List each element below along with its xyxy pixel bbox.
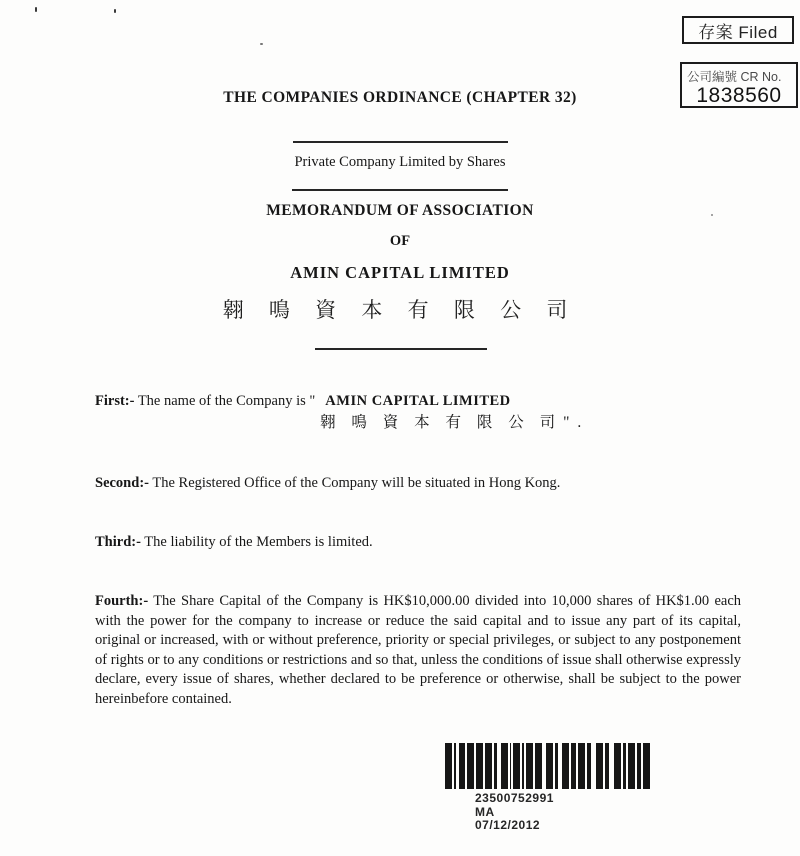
- barcode-text: [445, 792, 650, 833]
- scan-speck: [260, 43, 263, 45]
- clause-third-text: The liability of the Members is limited.: [144, 534, 373, 550]
- clause-first-company-name-english: AMIN CAPITAL LIMITED: [325, 393, 511, 409]
- barcode: [445, 743, 650, 789]
- cr-number-value: 1838560: [696, 84, 782, 107]
- clause-first-line2: [95, 412, 741, 434]
- clause-first-company-name-chinese: 翱 鳴 資 本 有 限 公 司: [320, 414, 562, 431]
- divider-line: [293, 141, 508, 143]
- clause-second-text: The Registered Office of the Company will be situated in Hong Kong.: [152, 475, 561, 491]
- barcode-code: MA: [475, 804, 495, 819]
- clause-second-label: Second:-: [95, 475, 149, 491]
- divider-line: [292, 189, 508, 191]
- scan-speck: [114, 9, 116, 13]
- divider-line: [315, 348, 487, 350]
- barcode-block: [445, 743, 650, 833]
- clause-fourth-label: Fourth:-: [95, 593, 149, 609]
- memorandum-title: MEMORANDUM OF ASSOCIATION: [266, 202, 534, 219]
- clause-fourth-text: The Share Capital of the Company is HK$10,000.00 divided into 10,000 shares of HK$1.00 each with the power for the company to increase or reduce the said capital and to issue any part of its capital, original or increased, with or without preference, priority or special privileges, or subject to any postponement of rights or to any conditions or restrictions and so that, unless the conditions of issue shall otherwise expressly declare, every issue of shares, whether declared to be preference or otherwise, shall be subject to the power hereinbefore contained.: [95, 593, 741, 707]
- filed-stamp-text: 存案 Filed: [698, 22, 778, 42]
- barcode-date: 07/12/2012: [475, 818, 541, 832]
- clause-first: [95, 390, 741, 434]
- clause-third-label: Third:-: [95, 534, 141, 550]
- clause-first-closing: " .: [563, 414, 584, 431]
- clause-first-text: The name of the Company is ": [137, 393, 316, 409]
- clause-first-line1: [95, 390, 741, 412]
- clause-first-label: First:-: [95, 393, 135, 409]
- ordinance-title: THE COMPANIES ORDINANCE (CHAPTER 32): [223, 89, 577, 106]
- barcode-number: 23500752991: [475, 791, 554, 805]
- company-name-chinese: 翱 鳴 資 本 有 限 公 司: [222, 298, 578, 322]
- scan-speck: [35, 7, 37, 12]
- company-type-subtitle: Private Company Limited by Shares: [294, 154, 506, 170]
- clause-second: [95, 472, 741, 494]
- clause-third: [95, 531, 741, 553]
- filed-stamp-box: [682, 16, 794, 44]
- cr-number-label: 公司編號 CR No.: [687, 70, 782, 84]
- company-name-english: AMIN CAPITAL LIMITED: [290, 263, 510, 282]
- clause-fourth: [95, 592, 741, 709]
- of-label: OF: [389, 233, 411, 249]
